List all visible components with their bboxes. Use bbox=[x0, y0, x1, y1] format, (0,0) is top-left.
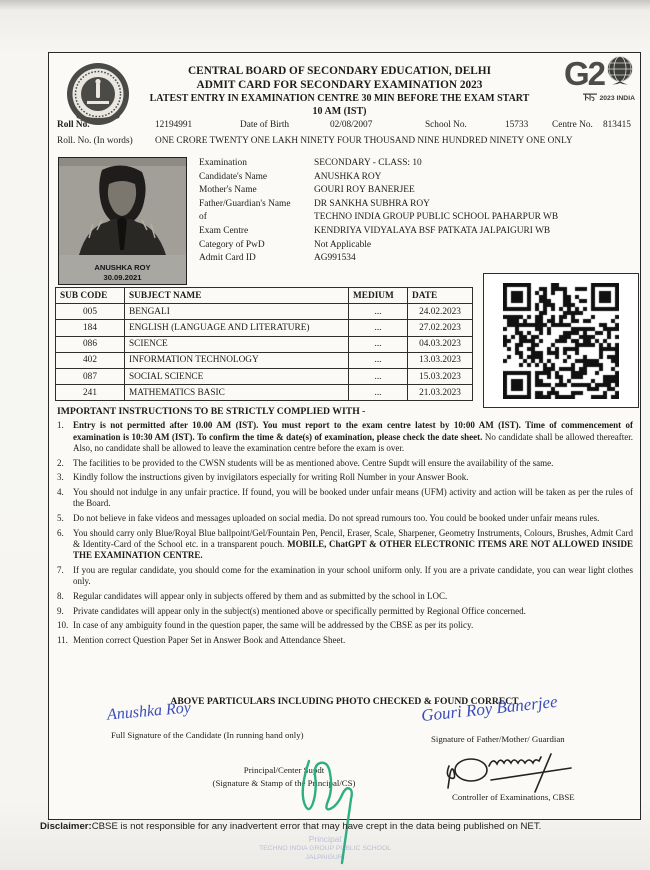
photo-date: 30.09.2021 bbox=[103, 272, 142, 282]
candidate-row-label: Examination bbox=[199, 158, 247, 168]
instruction-item bbox=[57, 591, 633, 602]
instruction-text: Entry is not permitted after 10.00 AM (IST). You must report to the exam centre latest by 10:00 AM (IST). Time of commencement of examination is 10:30 AM (IST). To confirm the time & date(s) of examination, please check the date sheet. No candidate shall be allowed thereafter. Also, no candidate shall be allowed to leave the examination centre before the exam is over. bbox=[73, 420, 634, 454]
qr-code bbox=[483, 273, 639, 408]
subject-cell: ... bbox=[349, 304, 408, 320]
subject-table bbox=[55, 287, 473, 401]
guardian-signature: Gouri Roy Banerjee bbox=[420, 691, 559, 726]
bharat-script-icon bbox=[583, 93, 597, 103]
instruction-text: Mention correct Question Paper Set in Answer Book and Attendance Sheet. bbox=[73, 634, 346, 645]
stamp-line3: JALPAIGURI bbox=[305, 853, 345, 861]
controller-signature-label: Controller of Examinations, CBSE bbox=[452, 792, 575, 802]
g20-globe-icon bbox=[605, 55, 635, 92]
instruction-item bbox=[57, 606, 633, 617]
instruction-number: 4. bbox=[57, 487, 64, 497]
subject-row bbox=[56, 385, 473, 401]
principal-label-line1: Principal/Center Supdt bbox=[243, 765, 325, 775]
candidate-row-value: TECHNO INDIA GROUP PUBLIC SCHOOL PAHARPUR WB bbox=[314, 212, 559, 223]
instruction-item bbox=[57, 487, 633, 510]
instruction-number: 6. bbox=[57, 527, 64, 538]
instruction-number: 1. bbox=[57, 420, 64, 431]
candidate-row bbox=[199, 211, 634, 225]
instruction-text: You should carry only Blue/Royal Blue ballpoint/Gel/Fountain Pen, Pencil, Eraser, Scale, Sharpener, Geometry Instruments, Colours, Brushes, Admit Card & Identity-Card of the School etc. in a transparent pouch. MOBILE, ChatGPT & OTHER ELECTRONIC ITEMS ARE NOT ALLOWED INSIDE THE EXAMINATION CENTRE. bbox=[73, 527, 633, 561]
subject-row bbox=[56, 368, 473, 384]
disclaimer-text: CBSE is not responsible for any inadvertent error that may have crept in the data being published on NET. bbox=[91, 821, 542, 832]
subject-cell: ... bbox=[349, 385, 408, 401]
instruction-number: 2. bbox=[57, 457, 64, 468]
candidate-photo bbox=[58, 157, 187, 285]
candidate-row-label: Category of PwD bbox=[199, 239, 265, 250]
subject-cell: SOCIAL SCIENCE bbox=[125, 368, 349, 384]
instruction-text: Do not believe in fake videos and messages uploaded on social media. Do not spread rumours too. You could be booked under unfair means rules. bbox=[73, 513, 600, 523]
candidate-signature-label: Full Signature of the Candidate (In running hand only) bbox=[111, 730, 304, 740]
subject-cell: BENGALI bbox=[125, 304, 349, 320]
g20-logo bbox=[527, 55, 635, 103]
instruction-number: 8. bbox=[57, 591, 64, 601]
subject-cell: MATHEMATICS BASIC bbox=[125, 385, 349, 401]
dob-value: 02/08/2007 bbox=[330, 120, 373, 130]
subject-cell: ... bbox=[349, 352, 408, 368]
subject-cell: 27.02.2023 bbox=[408, 320, 473, 336]
instruction-text: If you are regular candidate, you should come for the examination in your school uniform only. If you are a private candidate, you can wear light clothes only. bbox=[73, 565, 633, 587]
instruction-item bbox=[57, 528, 633, 562]
subject-cell: ... bbox=[349, 320, 408, 336]
candidate-row bbox=[199, 239, 634, 253]
subject-cell: ... bbox=[349, 336, 408, 352]
candidate-row-label: Admit Card ID bbox=[199, 253, 256, 264]
centre-no-value: 813415 bbox=[603, 120, 631, 130]
subject-cell: ... bbox=[349, 368, 408, 384]
subject-cell: INFORMATION TECHNOLOGY bbox=[125, 352, 349, 368]
subject-cell: 24.02.2023 bbox=[408, 304, 473, 320]
card-title: ADMIT CARD FOR SECONDARY EXAMINATION 2023 bbox=[196, 79, 483, 92]
instruction-item bbox=[57, 635, 633, 646]
subject-row bbox=[56, 336, 473, 352]
instruction-number: 5. bbox=[57, 513, 64, 523]
entry-notice: LATEST ENTRY IN EXAMINATION CENTRE 30 MIN BEFORE THE EXAM START 10 AM (IST) bbox=[149, 93, 530, 117]
instruction-text: Kindly follow the instructions given by invigilators especially for writing Roll Number in your Answer Book. bbox=[73, 472, 469, 483]
subject-row bbox=[56, 304, 473, 320]
candidate-row-label: Exam Centre bbox=[199, 225, 249, 236]
instruction-number: 3. bbox=[57, 472, 64, 483]
instruction-text: Private candidates will appear only in the subject(s) mentioned above or specifically permitted by Regional Office concerned. bbox=[73, 605, 526, 616]
instruction-number: 7. bbox=[57, 565, 64, 575]
instruction-number: 9. bbox=[57, 605, 64, 616]
subject-col-header: SUBJECT NAME bbox=[125, 288, 349, 304]
candidate-row-value: GOURI ROY BANERJEE bbox=[314, 185, 415, 196]
candidate-photo-image bbox=[59, 158, 186, 255]
instruction-item bbox=[57, 565, 633, 588]
candidate-row bbox=[199, 252, 634, 266]
candidate-row-value: Not Applicable bbox=[314, 239, 372, 250]
roll-words-value: ONE CRORE TWENTY ONE LAKH NINETY FOUR THOUSAND NINE HUNDRED NINETY ONE ONLY bbox=[155, 136, 573, 146]
subject-row bbox=[56, 320, 473, 336]
admit-card bbox=[48, 52, 641, 820]
instructions-heading: IMPORTANT INSTRUCTIONS TO BE STRICTLY COMPLIED WITH - bbox=[57, 406, 366, 417]
subject-cell: SCIENCE bbox=[125, 336, 349, 352]
subject-col-header: MEDIUM bbox=[349, 288, 408, 304]
principal-stamp bbox=[0, 834, 650, 863]
school-no-label: School No. bbox=[425, 120, 467, 130]
subject-cell: 04.03.2023 bbox=[408, 336, 473, 352]
header-titles bbox=[144, 64, 535, 118]
stamp-line1: Principal bbox=[308, 834, 342, 844]
instruction-number: 10. bbox=[57, 620, 69, 631]
particulars-confirmation: ABOVE PARTICULARS INCLUDING PHOTO CHECKED & FOUND CORRECT bbox=[170, 696, 519, 707]
roll-words-label: Roll. No. (In words) bbox=[57, 136, 133, 146]
candidate-row-value: DR SANKHA SUBHRA ROY bbox=[314, 198, 430, 209]
candidate-row-value: ANUSHKA ROY bbox=[314, 171, 382, 182]
candidate-row bbox=[199, 198, 634, 212]
principal-label-line2: (Signature & Stamp of the Principal/CS) bbox=[212, 778, 356, 789]
instruction-item bbox=[57, 420, 633, 454]
candidate-row-value: SECONDARY - CLASS: 10 bbox=[314, 158, 422, 168]
g20-caption: 2023 INDIA bbox=[599, 94, 635, 102]
candidate-row-label: Mother's Name bbox=[199, 185, 257, 196]
instruction-text: The facilities to be provided to the CWSN students will be as mentioned above. Centre Supdt will ensure the availability of the same. bbox=[73, 457, 554, 468]
candidate-signature: Anushka Roy bbox=[106, 699, 192, 724]
guardian-signature-label: Signature of Father/Mother/ Guardian bbox=[431, 734, 565, 744]
subject-col-header: SUB CODE bbox=[56, 288, 125, 304]
candidate-row-label: Father/Guardian's Name bbox=[199, 198, 291, 209]
instruction-item bbox=[57, 458, 633, 469]
candidate-row bbox=[199, 157, 634, 171]
dob-label: Date of Birth bbox=[240, 120, 290, 130]
instruction-text: You should not indulge in any unfair practice. If found, you will be booked under unfair means (UFM) activity and action will be taken as per the rules of the Board. bbox=[73, 487, 633, 509]
stamp-line2: TECHNO INDIA GROUP PUBLIC SCHOOL bbox=[258, 845, 392, 853]
subject-cell: 21.03.2023 bbox=[408, 385, 473, 401]
candidate-row-label: of bbox=[199, 212, 207, 223]
subject-cell: 086 bbox=[56, 336, 125, 352]
subject-cell: 087 bbox=[56, 368, 125, 384]
g20-text: G2 bbox=[563, 55, 604, 92]
candidate-row-value: KENDRIYA VIDYALAYA BSF PATKATA JALPAIGURI WB bbox=[314, 225, 551, 236]
subject-row bbox=[56, 352, 473, 368]
photo-name: ANUSHKA ROY bbox=[94, 263, 151, 273]
subject-col-header: DATE bbox=[408, 288, 473, 304]
school-no-value: 15733 bbox=[505, 120, 529, 130]
disclaimer bbox=[40, 821, 646, 832]
instruction-item bbox=[57, 472, 633, 483]
candidate-row bbox=[199, 225, 634, 239]
subject-cell: 402 bbox=[56, 352, 125, 368]
roll-no-value: 12194991 bbox=[155, 120, 193, 130]
candidate-details bbox=[199, 157, 634, 266]
board-title: CENTRAL BOARD OF SECONDARY EDUCATION, DELHI bbox=[188, 65, 491, 77]
subject-cell: 005 bbox=[56, 304, 125, 320]
subject-cell: 184 bbox=[56, 320, 125, 336]
candidate-row-value: AG991534 bbox=[314, 253, 356, 264]
candidate-row bbox=[199, 184, 634, 198]
candidate-row bbox=[199, 171, 634, 185]
instruction-item bbox=[57, 620, 633, 631]
instructions-section bbox=[57, 406, 633, 649]
instruction-text: In case of any ambiguity found in the question paper, the same will be addressed by the CBSE as per its policy. bbox=[73, 620, 474, 631]
disclaimer-label: Disclaimer: bbox=[40, 821, 92, 832]
candidate-row-label: Candidate's Name bbox=[199, 171, 268, 182]
subject-cell: 13.03.2023 bbox=[408, 352, 473, 368]
qr-code-image bbox=[503, 283, 619, 399]
roll-no-label: Roll No. bbox=[57, 120, 90, 130]
subject-cell: 15.03.2023 bbox=[408, 368, 473, 384]
instruction-text: Regular candidates will appear only in subjects offered by them and as submitted by the school in LOC. bbox=[73, 591, 448, 601]
instruction-item bbox=[57, 513, 633, 524]
subject-cell: 241 bbox=[56, 385, 125, 401]
instruction-number: 11. bbox=[57, 634, 68, 645]
centre-no-label: Centre No. bbox=[552, 120, 593, 130]
subject-cell: ENGLISH (LANGUAGE AND LITERATURE) bbox=[125, 320, 349, 336]
